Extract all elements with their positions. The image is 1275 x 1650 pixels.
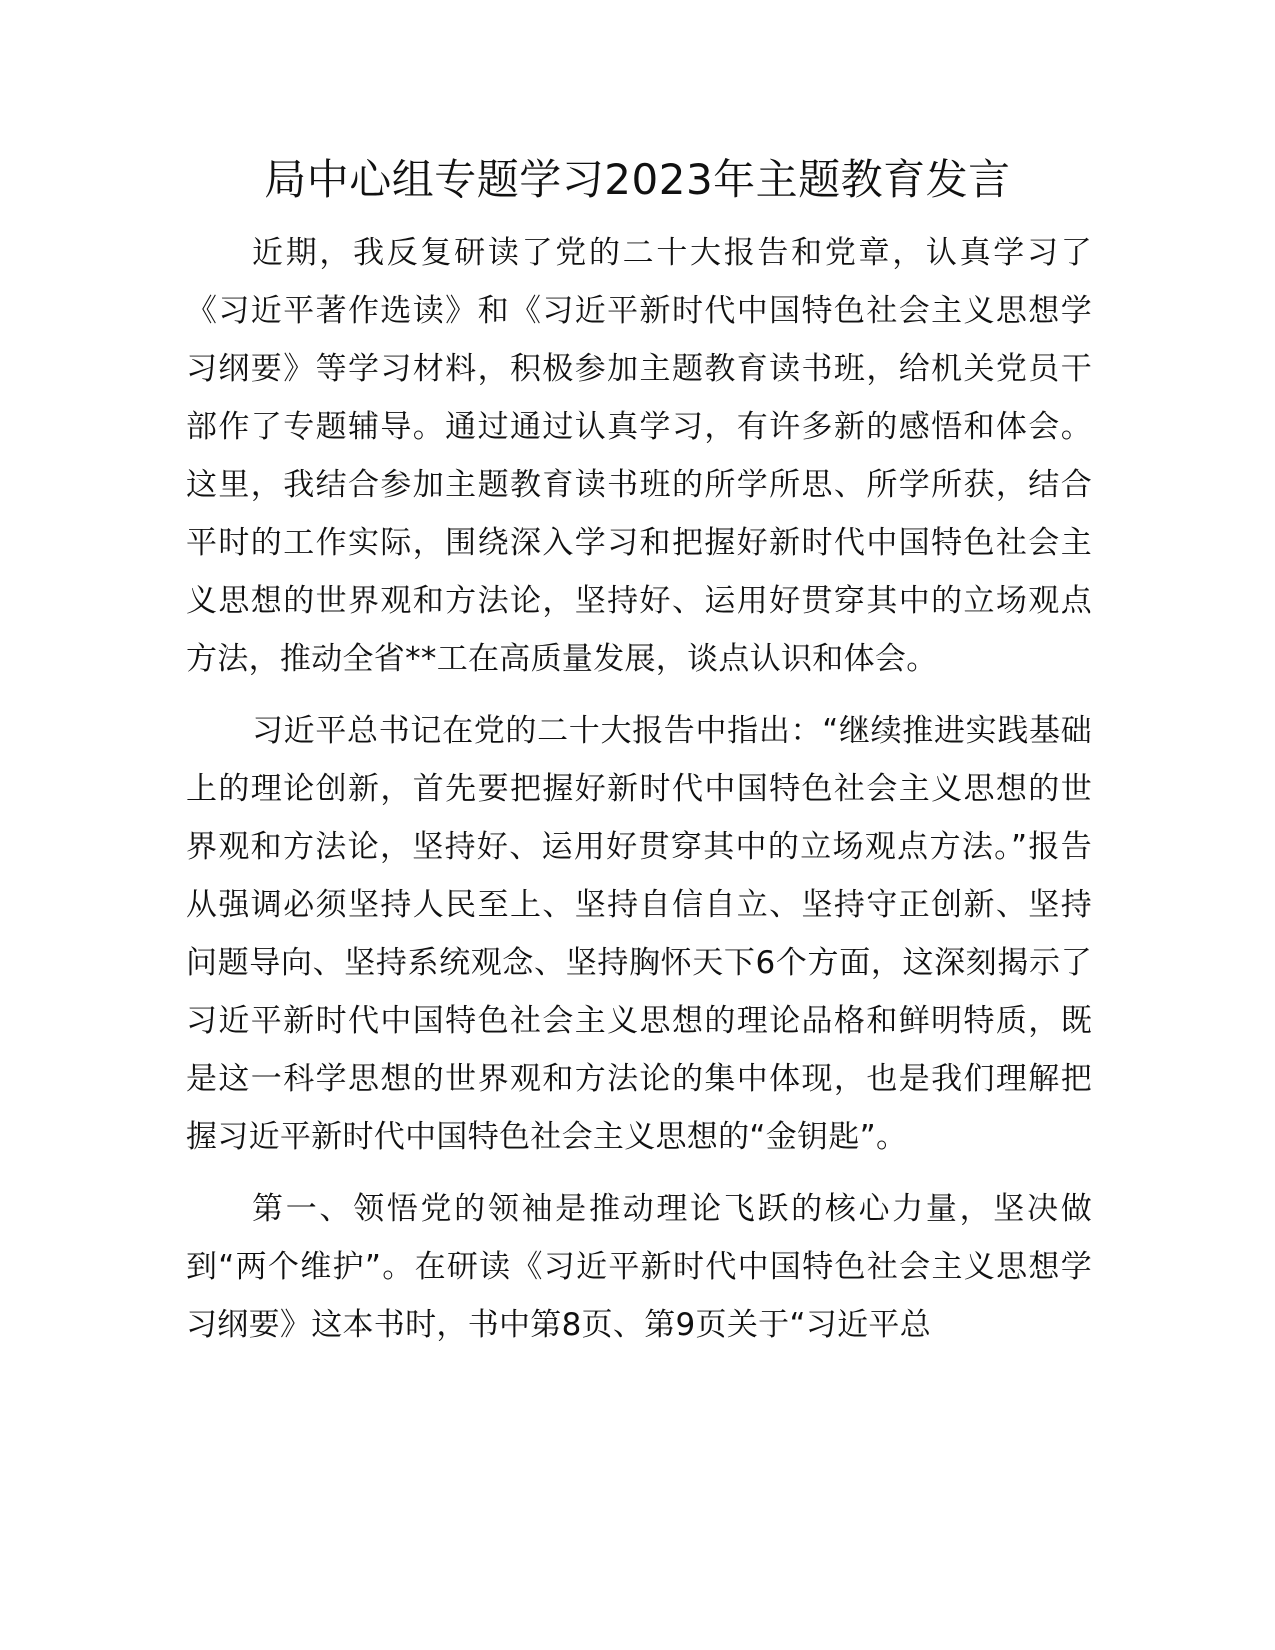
document-title: 局中心组专题学习2023年主题教育发言 (264, 155, 1011, 204)
paragraph-intro: 近期，我反复研读了党的二十大报告和党章，认真学习了《习近平著作选读》和《习近平新时代中国特色社会主义思想学习纲要》等学习材料，积极参加主题教育读书班，给机关党员干部作了专题辅导。通过通过认真学习，有许多新的感悟和体会。这里，我结合参加主题教育读书班的所学所思、所学所获，结合平时的工作实际，围绕深入学习和把握好新时代中国特色社会主义思想的世界观和方法论，坚持好、运用好贯穿其中的立场观点方法，推动全省**工在高质量发展，谈点认识和体会。 (186, 235, 1092, 677)
paragraph-report-quote: 习近平总书记在党的二十大报告中指出：“继续推进实践基础上的理论创新，首先要把握好新时代中国特色社会主义思想的世界观和方法论，坚持好、运用好贯穿其中的立场观点方法。”报告从强调必须坚持人民至上、坚持自信自立、坚持守正创新、坚持问题导向、坚持系统观念、坚持胸怀天下6个方面，这深刻揭示了习近平新时代中国特色社会主义思想的理论品格和鲜明特质，既是这一科学思想的世界观和方法论的集中体现，也是我们理解把握习近平新时代中国特色社会主义思想的“金钥匙”。 (186, 713, 1092, 1155)
paragraph-first-point: 第一、领悟党的领袖是推动理论飞跃的核心力量，坚决做到“两个维护”。在研读《习近平新时代中国特色社会主义思想学习纲要》这本书时，书中第8页、第9页关于“习近平总 (186, 1191, 1092, 1343)
document-body (186, 224, 1092, 1368)
